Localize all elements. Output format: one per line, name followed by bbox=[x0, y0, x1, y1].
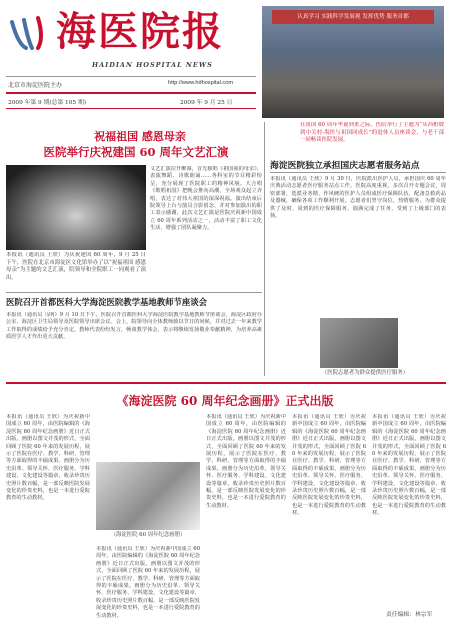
article4-body-col5: 本报讯（通讯员 王欣）为庆祝新中国成立 60 周年，由医院编辑的《海淀医院 60 周年纪念画册》近日正式出版。画册以图文并茂的形式，全面回顾了医院 60 年来的发展历程，展示了医院在医疗、教学、科研、管理等方面取得的丰硕成果。画册分为历史沿革、领导关怀、医疗服务、学科建设、文化建设等篇章，收录珍贵历史照片数百幅，是一部反映医院发展变化的珍贵史料，也是一本进行爱院教育的生动教材。 bbox=[372, 414, 446, 517]
article4-body-col2: 本报讯（通讯员 王欣）为庆祝新中国成立 60 周年，由医院编辑的《海淀医院 60 周年纪念画册》近日正式出版。画册以图文并茂的形式，全面回顾了医院 60 年来的发展历程，展示了医院在医疗、教学、科研、管理等方面取得的丰硕成果。画册分为历史沿革、领导关怀、医疗服务、学科建设、文化建设等篇章，收录珍贵历史照片数百幅，是一部反映医院发展变化的珍贵史料，也是一本进行爱院教育的生动教材。 bbox=[96, 546, 200, 618]
responsible-editor: 责任编辑：林宗军 bbox=[386, 612, 433, 618]
publisher: 北京市海淀医院主办 bbox=[8, 82, 63, 89]
commemorative-album-photo bbox=[96, 462, 200, 530]
top-photo-caption: 在祖国 60 周年华诞到来之际，医院举行了主题为“从西柏坡到中关村-海医与祖国同成长”的退休人员座谈会，与老干部一同畅谈医院发展。 bbox=[300, 122, 444, 144]
article3-body: 本报讯（通讯员 马明）9 月 10 日下午，医院召开首都医科大学海淀医院教学基地教师节座谈会，海淀区政府办公室、海淀区卫生局领导及医院领导出席会议。会上，院领导向全体教师致以节日的问候，并对过去一年来教学工作取得的成绩给予充分肯定。教师代表纷纷发言，畅谈教学体会，表示将继续发扬敬业奉献精神，为培养高素质医学人才作出更大贡献。 bbox=[6, 312, 262, 341]
website-url: http://www.hdhospital.com bbox=[168, 80, 233, 86]
issue-date: 2009 年 9 月 25 日 bbox=[180, 100, 233, 106]
masthead-pinyin: HAIDIAN HOSPITAL NEWS bbox=[92, 61, 213, 69]
top-group-photo bbox=[262, 6, 444, 118]
article1-body: 文艺汇演拉开帷幕，首先独唱《祖国我的母亲》、表演舞蹈、诗歌朗诵……各科室的节目精彩纷呈，充分展现了医院职工的精神风貌。大合唱《歌唱祖国》把晚会推向高潮，全场观众起立齐唱，表达了对伟大祖国的深深祝福。演出结束后院领导上台与演员合影留念，并对参加演出的职工表示感谢。此次文艺汇演是医院庆祝新中国成立 60 周年系列活动之一，活动丰富了职工文化生活，增强了团队凝聚力。 bbox=[150, 166, 262, 232]
article1-headline1: 祝福祖国 感恩母亲 bbox=[94, 130, 186, 143]
issue-number: 2009 年第 9 期(总第 105 期) bbox=[8, 100, 87, 106]
article4-headline: 《海淀医院 60 周年纪念画册》正式出版 bbox=[116, 394, 334, 408]
masthead bbox=[0, 0, 260, 120]
article4-photo-caption: （海淀医院 60 周年纪念画册） bbox=[110, 532, 186, 538]
article2-body: 本报讯（通讯员 王欣）9 月 30 日，医院派出医护人员，承担国庆 60 周年庆典活动志愿者医疗服务站点工作。医院高度重视，多次召开专题会议，周密部署，选派业务精、作风硬的医护人员组成医疗保障队伍，配备急救药品及器械，确保各项工作顺利开展。志愿者们坚守岗位，热情服务，为群众提供了及时、周到的医疗保障服务，圆满完成了任务，受到了上级部门的表扬。 bbox=[270, 176, 446, 220]
article3-headline: 医院召开首都医科大学海淀医院教学基地教师节座谈会 bbox=[6, 297, 207, 307]
article1-photo-caption: 本报讯（通讯员 王欣）为庆祝建国 60 周年，9 月 25 日下午，医院在北京市海淀区文化馆举办了以“祝福祖国 感恩母亲”为主题的文艺汇演，院领导和全院职工一同观看了演出。 bbox=[6, 252, 146, 281]
volunteer-service-photo bbox=[320, 318, 398, 368]
article1-headline2: 医院举行庆祝建国 60 周年文艺汇演 bbox=[43, 145, 229, 159]
article2-photo-caption: （医院志愿者为群众提供医疗服务） bbox=[321, 370, 409, 376]
photo-banner: 认真学习 实践科学发展观 发挥优势 服务首都 bbox=[272, 10, 434, 24]
article4-body-col4: 本报讯（通讯员 王欣）为庆祝新中国成立 60 周年，由医院编辑的《海淀医院 60 周年纪念画册》近日正式出版。画册以图文并茂的形式，全面回顾了医院 60 年来的发展历程，展示了医院在医疗、教学、科研、管理等方面取得的丰硕成果。画册分为历史沿革、领导关怀、医疗服务、学科建设、文化建设等篇章，收录珍贵历史照片数百幅，是一部反映医院发展变化的珍贵史料，也是一本进行爱院教育的生动教材。 bbox=[292, 414, 366, 517]
masthead-title: 海医院报 bbox=[56, 8, 224, 55]
article4-body-col1: 本报讯（通讯员 王欣）为庆祝新中国成立 60 周年，由医院编辑的《海淀医院 60 周年纪念画册》近日正式出版。画册以图文并茂的形式，全面回顾了医院 60 年来的发展历程，展示了医院在医疗、教学、科研、管理等方面取得的丰硕成果。画册分为历史沿革、领导关怀、医疗服务、学科建设、文化建设等篇章，收录珍贵历史照片数百幅，是一部反映医院发展变化的珍贵史料，也是一本进行爱院教育的生动教材。 bbox=[6, 414, 90, 502]
article2-headline: 海淀医院独立承担国庆志愿者服务站点 bbox=[270, 161, 420, 171]
hospital-logo-icon bbox=[8, 14, 54, 54]
stage-performance-photo bbox=[6, 165, 146, 250]
article4-body-col3: 本报讯（通讯员 王欣）为庆祝新中国成立 60 周年，由医院编辑的《海淀医院 60 周年纪念画册》近日正式出版。画册以图文并茂的形式，全面回顾了医院 60 年来的发展历程，展示了医院在医疗、教学、科研、管理等方面取得的丰硕成果。画册分为历史沿革、领导关怀、医疗服务、学科建设、文化建设等篇章，收录珍贵历史照片数百幅，是一部反映医院发展变化的珍贵史料，也是一本进行爱院教育的生动教材。 bbox=[206, 414, 286, 509]
